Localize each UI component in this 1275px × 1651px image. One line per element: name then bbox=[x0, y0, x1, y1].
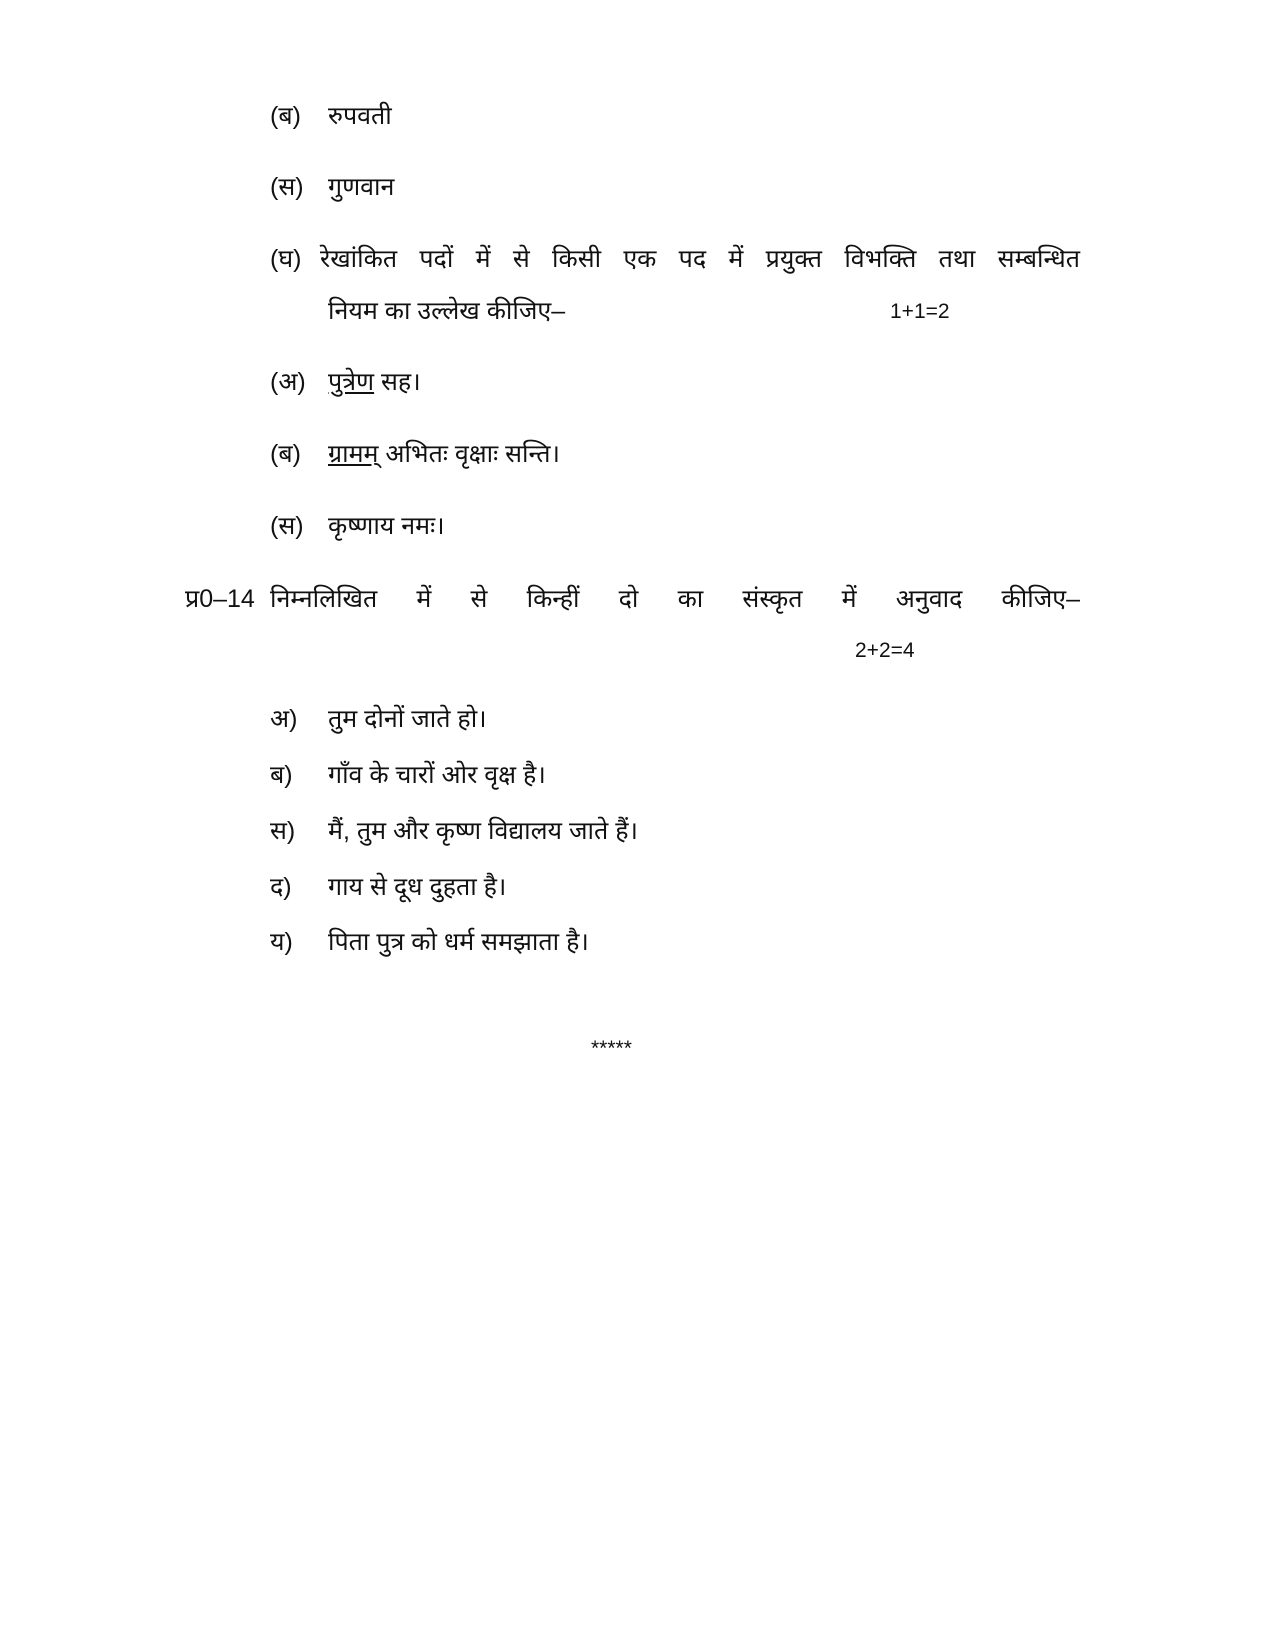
item-label: स) bbox=[270, 817, 296, 845]
question-gh-line1: रेखांकित पदों में से किसी एक पद में प्रयुक्त विभक्ति तथा सम्बन्धित bbox=[320, 245, 1080, 273]
question-gh-label: (घ) bbox=[270, 245, 302, 273]
end-marker: ***** bbox=[591, 1037, 632, 1060]
option-label: (स) bbox=[270, 173, 304, 201]
item-rest: सह। bbox=[374, 368, 421, 396]
question-14-marks: 2+2=4 bbox=[855, 639, 915, 662]
option-label: (ब) bbox=[270, 102, 301, 130]
item-text: पिता पुत्र को धर्म समझाता है। bbox=[328, 928, 589, 956]
item-text bbox=[328, 366, 421, 398]
item-label: (ब) bbox=[270, 440, 301, 468]
item-text bbox=[328, 438, 560, 470]
item-label: द) bbox=[270, 873, 292, 901]
item-rest: अभितः वृक्षाः सन्ति। bbox=[378, 440, 560, 468]
item-text: तुम दोनों जाते हो। bbox=[328, 705, 487, 733]
item-text: कृष्णाय नमः। bbox=[328, 512, 445, 540]
item-text: गाय से दूध दुहता है। bbox=[328, 873, 507, 901]
underlined-word: ग्रामम् bbox=[328, 440, 379, 468]
item-text: मैं, तुम और कृष्ण विद्यालय जाते हैं। bbox=[328, 817, 638, 845]
underlined-word: पुत्रेण bbox=[328, 368, 375, 396]
option-text: रुपवती bbox=[328, 102, 392, 130]
item-label: (अ) bbox=[270, 368, 306, 396]
item-text: गाँव के चारों ओर वृक्ष है। bbox=[328, 761, 546, 789]
question-gh-marks: 1+1=2 bbox=[890, 300, 950, 323]
question-14-number: प्र0–14 bbox=[185, 585, 255, 613]
item-label: अ) bbox=[270, 705, 298, 733]
item-label: (स) bbox=[270, 512, 304, 540]
item-label: ब) bbox=[270, 761, 293, 789]
question-gh-line2: नियम का उल्लेख कीजिए– bbox=[328, 297, 566, 325]
item-label: य) bbox=[270, 928, 293, 956]
option-text: गुणवान bbox=[328, 173, 395, 201]
question-14-text: निम्नलिखित में से किन्हीं दो का संस्कृत में अनुवाद कीजिए– bbox=[270, 585, 1080, 613]
